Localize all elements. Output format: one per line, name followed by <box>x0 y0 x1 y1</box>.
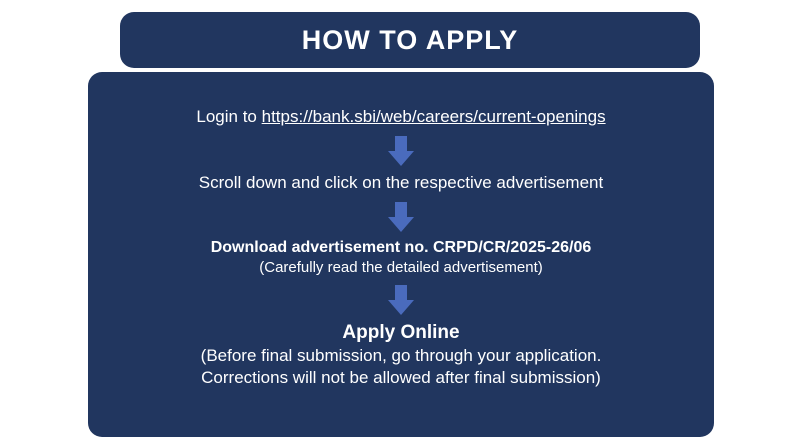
down-arrow-icon <box>384 134 418 168</box>
flow-step-2 <box>88 172 714 194</box>
flow-step-4-text: Apply Online <box>342 322 460 344</box>
flow-step-3 <box>88 238 714 278</box>
flow-steps <box>88 106 714 389</box>
flow-step-1 <box>88 106 714 128</box>
flow-panel <box>88 72 714 437</box>
title-banner <box>120 12 700 68</box>
down-arrow-icon <box>384 283 418 317</box>
flow-step-4-subtext-line1: (Before final submission, go through your application. <box>200 346 602 366</box>
flow-step-2-text: Scroll down and click on the respective advertisement <box>198 172 604 192</box>
careers-link[interactable]: https://bank.sbi/web/careers/current-openings <box>261 107 606 126</box>
flow-step-3-subtext: (Carefully read the detailed advertisement) <box>259 258 543 276</box>
page-title: HOW TO APPLY <box>301 24 519 55</box>
flow-step-3-text: Download advertisement no. CRPD/CR/2025-26/06 <box>210 238 592 256</box>
flow-step-4 <box>88 321 714 389</box>
down-arrow-icon <box>384 200 418 234</box>
flow-step-1-text <box>88 106 714 128</box>
flow-step-4-subtext-line2: Corrections will not be allowed after final submission) <box>201 368 601 388</box>
flow-step-1-prefix: Login to <box>196 107 262 126</box>
